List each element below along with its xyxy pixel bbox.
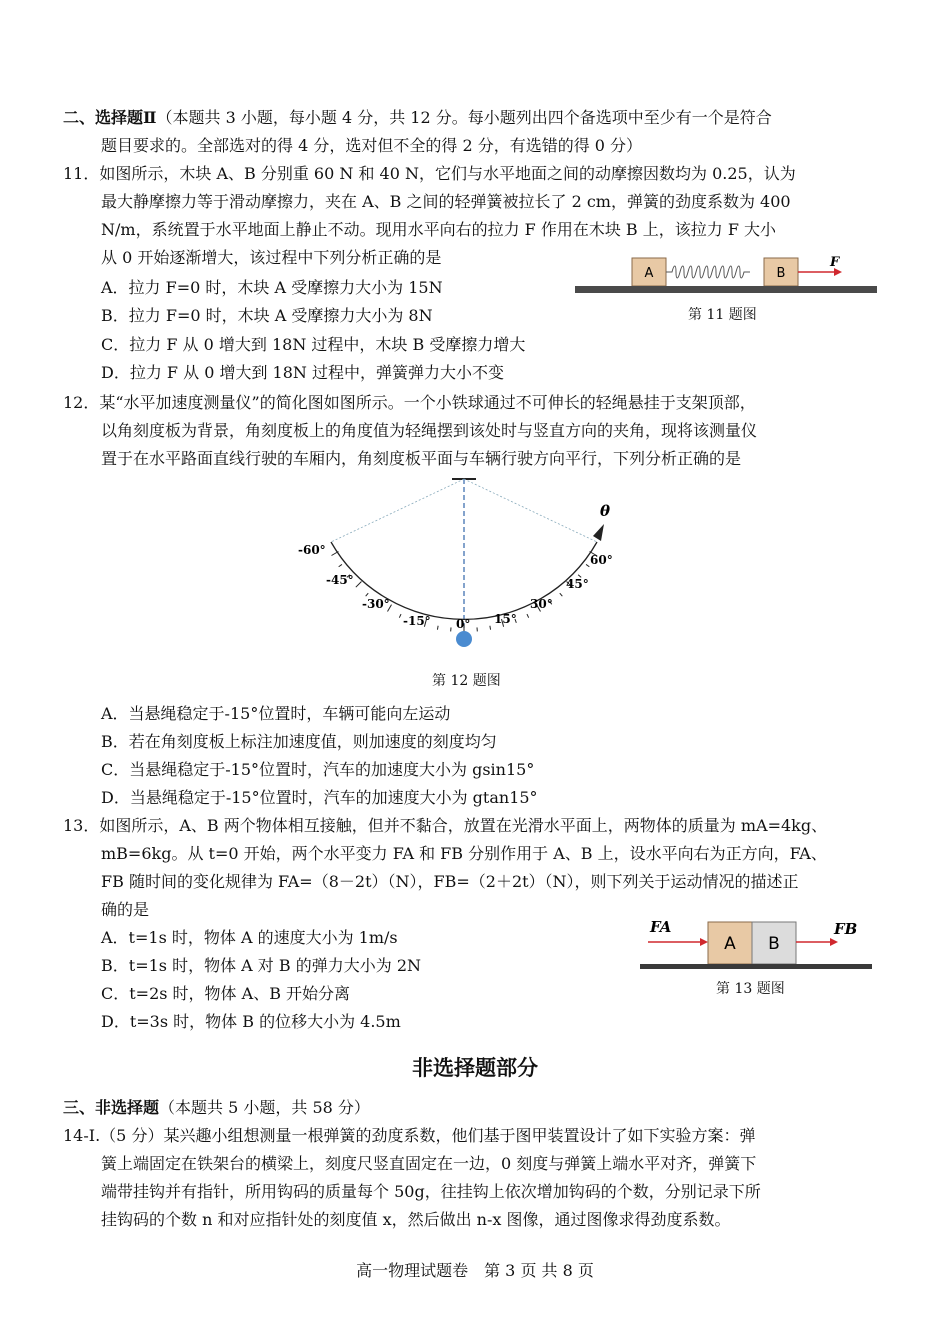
section2-head: 二、选择题Ⅱ xyxy=(63,108,157,127)
block-b-label: B xyxy=(776,266,786,281)
q11-option-c: C．拉力 F 从 0 增大到 18N 过程中，木块 B 受摩擦力增大 xyxy=(101,335,526,354)
q12-line: 以角刻度板为背景，角刻度板上的角度值为轻绳摆到该处时与竖直方向的夹角，现将该测量仪 xyxy=(101,421,758,440)
q11-option-a: A．拉力 F=0 时，木块 A 受摩擦力大小为 15N xyxy=(101,278,443,297)
section2-heading xyxy=(63,106,772,130)
angle-label: 60° xyxy=(590,553,613,567)
block-a-label: A xyxy=(724,934,736,954)
q13-line: 13．如图所示，A、B 两个物体相互接触，但并不黏合，放置在光滑水平面上，两物体的质量为 mA=4kg、 xyxy=(63,816,828,835)
block-a-label: A xyxy=(644,266,654,281)
q11-line: 11．如图所示，木块 A、B 分别重 60 N 和 40 N，它们与水平地面之间的动摩擦因数均为 0.25，认为 xyxy=(63,164,796,183)
q12-option-c: C．当悬绳稳定于-15°位置时，汽车的加速度大小为 gsin15° xyxy=(101,760,535,779)
scale-tick xyxy=(339,564,342,566)
angle-label: -30° xyxy=(362,597,390,611)
q11-caption: 第 11 题图 xyxy=(688,307,757,323)
iron-ball xyxy=(456,631,472,647)
q11-option-b: B．拉力 F=0 时，木块 A 受摩擦力大小为 8N xyxy=(101,306,433,325)
q13-option-c: C．t=2s 时，物体 A、B 开始分离 xyxy=(101,984,351,1003)
q13-line: mB=6kg。从 t=0 开始，两个水平变力 FA 和 FB 分别作用于 A、B 上，设水平向右为正方向，FA、 xyxy=(101,844,827,863)
guide-line-left xyxy=(331,479,464,542)
theta-label: θ xyxy=(600,502,611,520)
ground xyxy=(575,286,877,293)
q13-option-d: D．t=3s 时，物体 B 的位移大小为 4.5m xyxy=(101,1012,401,1031)
force-b-arrowhead xyxy=(830,938,838,946)
scale-tick xyxy=(437,626,438,630)
angle-label: 0° xyxy=(456,617,471,631)
q11-line: 从 0 开始逐渐增大，该过程中下列分析正确的是 xyxy=(101,248,442,267)
part-title: 非选择题部分 xyxy=(412,1055,538,1080)
section2-line2: 题目要求的。全部选对的得 4 分，选对但不全的得 2 分，有选错的得 0 分） xyxy=(101,136,643,155)
q14-line: 14-I.（5 分）某兴趣小组想测量一根弹簧的劲度系数，他们基于图甲装置设计了如下实验方案：弹 xyxy=(63,1126,756,1145)
scale-tick xyxy=(586,564,589,566)
scale-tick xyxy=(356,582,362,588)
block-b-label: B xyxy=(768,934,780,954)
angle-label: -60° xyxy=(298,543,326,557)
q11-line: 最大静摩擦力等于滑动摩擦力，夹在 A、B 之间的轻弹簧被拉长了 2 cm，弹簧的劲度系数为 400 xyxy=(101,192,791,211)
q14-line: 挂钩码的个数 n 和对应指针处的刻度值 x，然后做出 n-x 图像，通过图像求得劲度系数。 xyxy=(101,1210,731,1229)
angle-label: 45° xyxy=(566,577,589,591)
q12-figure xyxy=(290,472,630,652)
scale-tick xyxy=(331,552,338,556)
scale-tick xyxy=(366,593,369,596)
q11-line: N/m，系统置于水平地面上静止不动。现用水平向右的拉力 F 作用在木块 B 上，该拉力 F 大小 xyxy=(101,220,777,239)
angle-label: -15° xyxy=(403,614,431,628)
q13-option-a: A．t=1s 时，物体 A 的速度大小为 1m/s xyxy=(101,928,398,947)
scale-tick xyxy=(560,593,563,596)
force-a-label: FA xyxy=(650,918,672,936)
q11-option-d: D．拉力 F 从 0 增大到 18N 过程中，弹簧弹力大小不变 xyxy=(101,363,504,382)
spring xyxy=(666,266,750,278)
theta-arrowhead xyxy=(593,524,604,541)
q13-line: 确的是 xyxy=(101,900,150,919)
guide-line-right xyxy=(464,479,597,542)
section3-rest: （本题共 5 小题，共 58 分） xyxy=(159,1098,370,1117)
q12-option-b: B．若在角刻度板上标注加速度值，则加速度的刻度均匀 xyxy=(101,732,497,751)
q13-figure xyxy=(638,910,874,974)
q12-option-d: D．当悬绳稳定于-15°位置时，汽车的加速度大小为 gtan15° xyxy=(101,788,538,807)
ground xyxy=(640,964,872,969)
q12-line: 12．某“水平加速度测量仪”的简化图如图所示。一个小铁球通过不可伸长的轻绳悬挂于支架顶部， xyxy=(63,393,756,412)
section3-heading xyxy=(63,1096,370,1120)
q12-line: 置于在水平路面直线行驶的车厢内，角刻度板平面与车辆行驶方向平行，下列分析正确的是 xyxy=(101,449,742,468)
q11-figure xyxy=(572,252,882,300)
q12-option-a: A．当悬绳稳定于-15°位置时，车辆可能向左运动 xyxy=(101,704,451,723)
page-footer: 高一物理试题卷 第 3 页 共 8 页 xyxy=(356,1261,594,1280)
scale-tick xyxy=(527,614,529,618)
q13-caption: 第 13 题图 xyxy=(716,981,785,997)
q12-caption: 第 12 题图 xyxy=(432,673,501,689)
q13-line: FB 随时间的变化规律为 FA=（8－2t）（N），FB=（2＋2t）（N），则下列关于运动情况的描述正 xyxy=(101,872,799,891)
angle-label: 15° xyxy=(494,612,517,626)
scale-tick xyxy=(399,614,401,618)
q14-line: 簧上端固定在铁架台的横梁上，刻度尺竖直固定在一边，0 刻度与弹簧上端水平对齐，弹簧下 xyxy=(101,1154,757,1173)
section3-head: 三、非选择题 xyxy=(63,1098,160,1117)
angle-label: 30° xyxy=(530,597,553,611)
force-label: F xyxy=(830,255,840,270)
angle-label: -45° xyxy=(326,573,354,587)
force-b-label: FB xyxy=(834,920,858,938)
scale-tick xyxy=(490,626,491,630)
section2-line1: （本题共 3 小题，每小题 4 分，共 12 分。每小题列出四个备选项中至少有一个是符合 xyxy=(156,108,772,127)
q13-option-b: B．t=1s 时，物体 A 对 B 的弹力大小为 2N xyxy=(101,956,421,975)
force-a-arrowhead xyxy=(700,938,708,946)
q14-line: 端带挂钩并有指针，所用钩码的质量每个 50g，往挂钩上依次增加钩码的个数，分别记录下所 xyxy=(101,1182,761,1201)
